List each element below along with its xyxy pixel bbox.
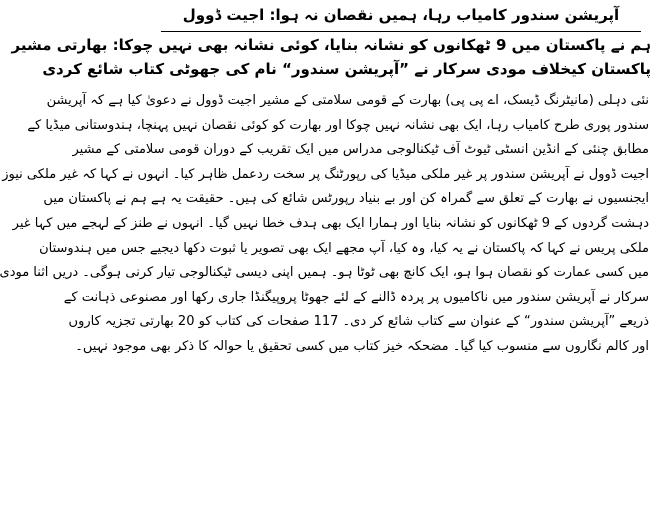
headline-main: آپریشن سندور کامیاب رہا، ہمیں نقصان نہ ہوا: اجیت ڈوول bbox=[182, 6, 620, 24]
article-body bbox=[0, 89, 651, 360]
article-line: سندور پوری طرح کامیاب رہا، ایک بھی نشانہ نہیں چوکا اور بھارت کو کوئی نقصان نہیں پہنچا، ہندوستانی میڈیا کے bbox=[27, 117, 649, 133]
headline-tertiary: پاکستان کیخلاف مودی سرکار نے ”آپریشن سندور“ نام کی جھوٹی کتاب شائع کردی bbox=[42, 60, 651, 78]
article-line: دہشت گردوں کے 9 ٹھکانوں کو نشانہ بنایا اور ہمارا ایک بھی ہدف خطا نہیں گیا۔ انہوں نے طنز کے لہجے میں کہا غیر bbox=[12, 215, 649, 231]
headline-divider bbox=[161, 31, 641, 32]
article-line: اور کالم نگاروں سے منسوب کیا گیا۔ مضحکہ خیز کتاب میں کسی تحقیق یا حوالہ کا ذکر بھی موجود نہیں۔ bbox=[75, 338, 649, 354]
article-line: میں کسی عمارت کو نقصان ہوا ہو، ایک کانچ بھی ٹوٹا ہو۔ ہمیں اپنی دیسی ٹیکنالوجی تیار کرنی ہوگی۔ دریں اثنا مودی bbox=[0, 265, 649, 281]
headline-secondary: ہم نے پاکستان میں 9 ٹھکانوں کو نشانہ بنایا، کوئی نشانہ بھی نہیں چوکا: بھارتی مشیر bbox=[11, 36, 651, 54]
article-line: نئی دہلی (مانیٹرنگ ڈیسک، اے پی پی) بھارت کے قومی سلامتی کے مشیر اجیت ڈوول نے دعویٰ کیا ہے کہ آپریشن bbox=[46, 93, 649, 108]
article-line: مطابق چنئی کے انڈین انسٹی ٹیوٹ آف ٹیکنالوجی مدراس میں ایک تقریب کے دوران قومی سلامتی کے مشیر bbox=[72, 142, 649, 158]
article-line: ایجنسیوں نے بھارت کے تعلق سے گمراہ کن اور بے بنیاد رپورٹس شائع کی ہیں۔ حقیقت یہ ہے ہم نے پاکستان میں bbox=[43, 191, 649, 207]
article-line: اجیت ڈوول نے آپریشن سندور پر غیر ملکی میڈیا کی رپورٹنگ پر سخت ردعمل ظاہر کیا۔ انہوں نے کہا کہ غیر ملکی نیوز bbox=[2, 166, 649, 182]
article-line: ذریعے ”آپریشن سندور“ کے عنوان سے کتاب شائع کر دی۔ 117 صفحات کی کتاب کو 20 بھارتی تجزیہ کاروں bbox=[68, 314, 649, 330]
article-line: ملکی پریس نے کہا کہ پاکستان نے یہ کیا، وہ کیا، آپ مجھے ایک بھی تصویر یا ثبوت دکھا دیجیے جس میں ہندوستان bbox=[39, 240, 649, 256]
article-line: سرکار نے آپریشن سندور میں ناکامیوں پر پردہ ڈالنے کے لئے جھوٹا پروپیگنڈا جاری رکھا اور مصنوعی ذہانت کے bbox=[63, 289, 649, 305]
